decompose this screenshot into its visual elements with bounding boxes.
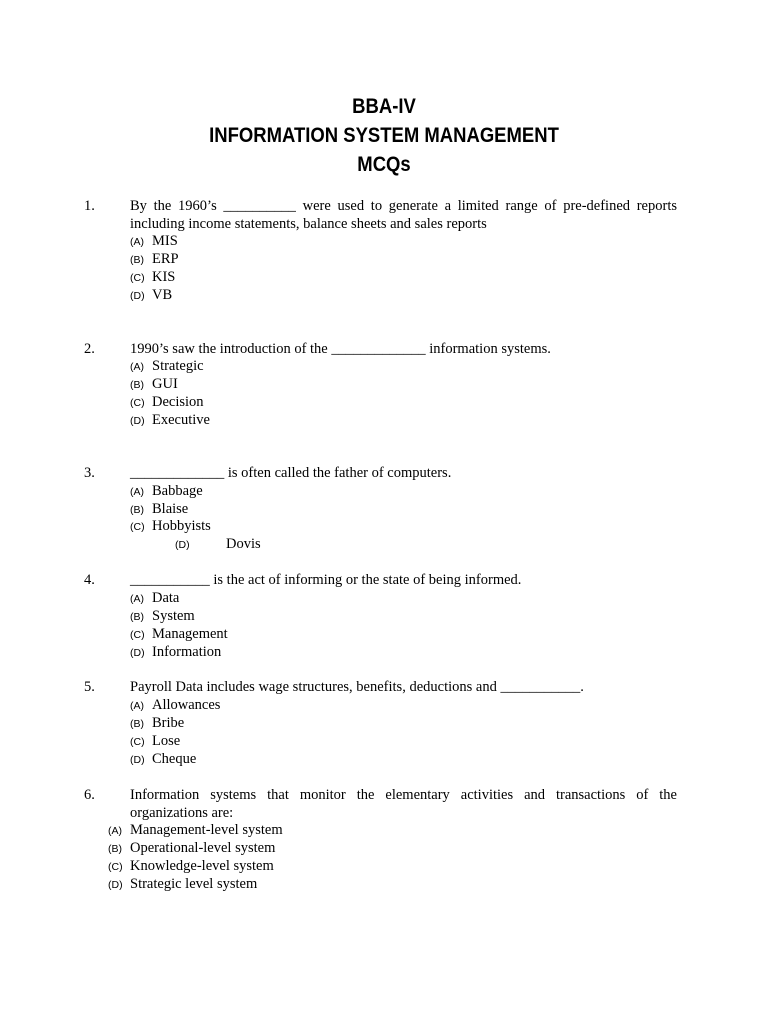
option-text: Blaise (152, 501, 189, 517)
option-d (130, 411, 210, 430)
option-b (130, 375, 178, 394)
option-c (130, 517, 211, 536)
option-text: ERP (152, 251, 179, 267)
option-text: Management-level system (130, 822, 283, 838)
option-label: (B) (130, 718, 144, 730)
option-d (130, 643, 221, 662)
question-stem: ___________ is the act of informing or the state of being informed. (130, 572, 522, 588)
option-d (108, 875, 257, 894)
question-number: 3. (84, 465, 95, 481)
option-text: Knowledge-level system (130, 858, 274, 874)
option-a (130, 482, 203, 501)
option-text: GUI (152, 376, 178, 392)
option-text: Information (152, 644, 222, 660)
option-c (130, 268, 175, 287)
option-text: Lose (152, 733, 181, 749)
option-label: (A) (130, 361, 144, 373)
option-text: Data (152, 590, 180, 606)
option-d (130, 750, 196, 769)
option-text: System (152, 608, 195, 624)
option-label: (D) (175, 539, 190, 551)
question-stem: Information systems that monitor the elementary activities and transactions of the organizations are: (130, 787, 677, 821)
option-text: Allowances (152, 697, 221, 713)
question-number: 6. (84, 787, 95, 803)
question-stem: _____________ is often called the father of computers. (130, 465, 452, 481)
option-text: Strategic level system (130, 876, 258, 892)
option-label: (A) (130, 700, 144, 712)
option-d (175, 535, 261, 554)
option-label: (B) (130, 379, 144, 391)
option-a (130, 357, 204, 376)
option-label: (C) (130, 521, 145, 533)
option-text: Babbage (152, 483, 203, 499)
question-number: 2. (84, 341, 95, 357)
option-text: Strategic (152, 358, 204, 374)
option-label: (C) (108, 861, 123, 873)
option-label: (C) (130, 629, 145, 641)
option-text: MIS (152, 233, 178, 249)
option-text: Hobbyists (152, 518, 211, 534)
option-b (130, 250, 179, 269)
option-text: VB (152, 287, 173, 303)
option-label: (C) (130, 397, 145, 409)
option-label: (B) (130, 254, 144, 266)
question-number: 4. (84, 572, 95, 588)
option-label: (C) (130, 272, 145, 284)
option-label: (B) (108, 843, 122, 855)
option-d (130, 286, 172, 305)
document-title-course: BBA-IV (352, 95, 416, 118)
option-label: (D) (130, 647, 145, 659)
question-number: 5. (84, 679, 95, 695)
option-label: (B) (130, 504, 144, 516)
option-a (108, 821, 283, 840)
option-text: KIS (152, 269, 176, 285)
option-b (130, 714, 184, 733)
option-label: (B) (130, 611, 144, 623)
option-a (130, 696, 220, 715)
question-number: 1. (84, 198, 95, 214)
document-title-type: MCQs (357, 153, 411, 176)
option-text: Dovis (226, 536, 261, 552)
option-c (130, 732, 180, 751)
option-label: (A) (130, 236, 144, 248)
option-b (130, 607, 195, 626)
option-label: (A) (130, 486, 144, 498)
document-title-subject: INFORMATION SYSTEM MANAGEMENT (209, 124, 559, 147)
option-text: Executive (152, 412, 210, 428)
option-text: Bribe (152, 715, 185, 731)
option-text: Decision (152, 394, 204, 410)
option-c (130, 393, 204, 412)
option-text: Operational-level system (130, 840, 276, 856)
question-stem: Payroll Data includes wage structures, benefits, deductions and ___________. (130, 679, 584, 695)
option-a (130, 232, 178, 251)
question-stem: 1990’s saw the introduction of the _____________ information systems. (130, 341, 551, 357)
option-b (108, 839, 275, 858)
option-label: (C) (130, 736, 145, 748)
option-label: (D) (130, 415, 145, 427)
option-label: (D) (130, 754, 145, 766)
option-text: Cheque (152, 751, 197, 767)
option-label: (D) (130, 290, 145, 302)
option-label: (D) (108, 879, 123, 891)
question-stem: By the 1960’s __________ were used to generate a limited range of pre-defined reports including income statements, balance sheets and sales reports (130, 198, 677, 232)
option-label: (A) (108, 825, 122, 837)
option-text: Management (152, 626, 228, 642)
option-label: (A) (130, 593, 144, 605)
option-c (130, 625, 228, 644)
option-a (130, 589, 179, 608)
option-c (108, 857, 274, 876)
